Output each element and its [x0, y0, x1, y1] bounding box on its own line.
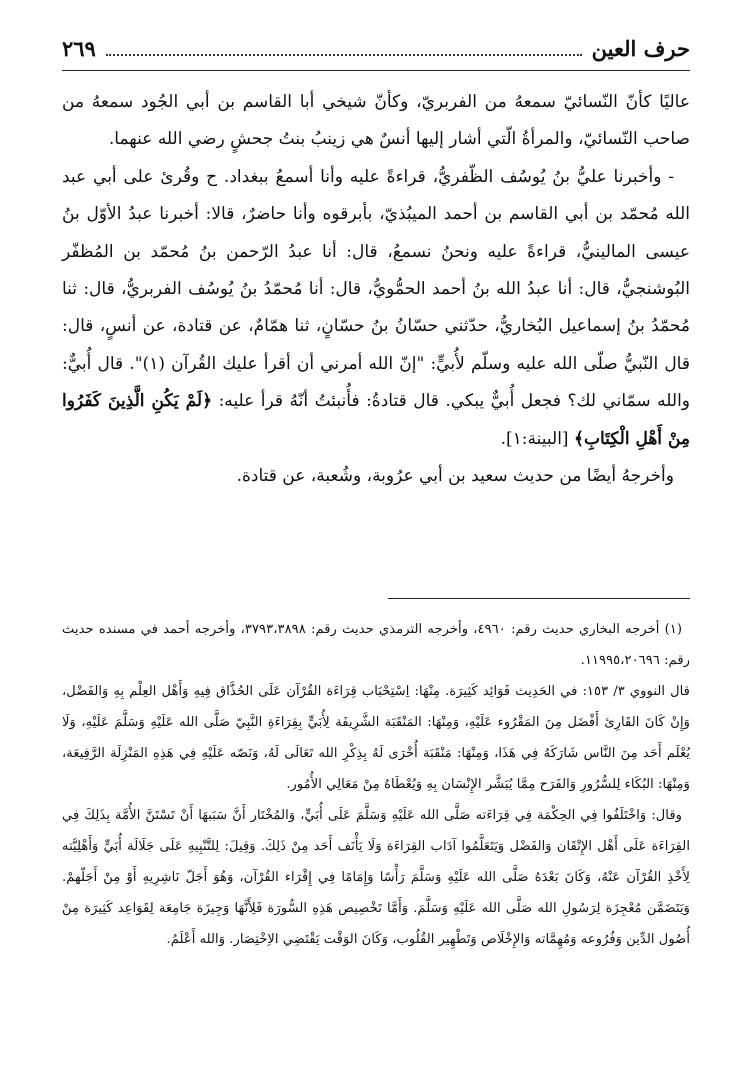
- paragraph-2: [62, 159, 690, 458]
- footnotes: [62, 614, 690, 955]
- nawawi-commentary-continued: وقال: وَاخْتَلَفُوا فِي الحِكْمَة فِي قِرَاءَته صَلَّى الله عَلَيْهِ وَسَلَّمَ عَلَى أُبَيٍّ، وَالمُخْتَار أَنَّ سَبَبهَا أَنْ تَسْتَنَّ الأُمَّة بِذَلِكَ فِي القِرَاءَة عَلَى أَهْل الإِتْقَان وَالفَضْل وَيَتَعَلَّمُوا آدَاب القِرَاءَة وَلَا يَأْنَف أَحَد مِنْ ذَلِكَ. وَقِيلَ: لِلتَّنْبِيهِ عَلَى جَلَالَة أُبَيٍّ وَأَهْلِيَّته لِأَخْذِ القُرْآن عَنْهُ، وَكَانَ بَعْدَهُ صَلَّى الله عَلَيْهِ وَسَلَّمَ رَأْسًا وَإِمَامًا فِي إِقْرَاء القُرْآن، وَهُوَ أَجَلّ نَاشِرِيهِ أَوْ مِنْ أَجَلّهمْ. وَيَتَضَمَّن مُعْجِزَة لِرَسُولِ الله صَلَّى الله عَلَيْهِ وَسَلَّمَ. وَأَمَّا تَخْصِيص هَذِهِ السُّورَة فَلِأَنَّهَا وَجِيزَة جَامِعَة لِقَوَاعِد كَثِيرَة مِنْ أُصُول الدِّين وَفُرُوعه وَمُهِمَّاته وَالإِخْلَاص وَتَطْهِير القُلُوب، وَكَانَ الوَقْت يَقْتَضِي الاِخْتِصَار. وَالله أَعْلَمُ.: [62, 808, 690, 947]
- surah-reference: [البينة:١].: [500, 428, 569, 449]
- page-header: [62, 36, 690, 71]
- header-dot-leader: [106, 54, 582, 56]
- running-title: حرف العين: [591, 36, 690, 61]
- nawawi-commentary: قال النووي ٣/ ١٥٣: في الحَدِيث فَوَائِد كَثِيرَة. مِنْهَا: اِسْتِحْبَاب قِرَاءَة القُرْآن عَلَى الحُذَّاق فِيهِ وَأَهْل العِلْم بِهِ وَالفَضْل، وَإِنْ كَانَ القَارِئ أَفْضَل مِنَ المَقْرُوء عَلَيْهِ، وَمِنْهَا: المَنْقَبَة الشَّرِيفَة لِأُبَيٍّ بِقِرَاءَةِ النَّبِيّ صَلَّى الله عَلَيْهِ وَسَلَّمَ عَلَيْهِ، وَلَا يُعْلَم أَحَد مِنَ النَّاس شَارَكَهُ فِي هَذَا، وَمِنْهَا: مَنْقَبَة أُخْرَى لَهُ بِذِكْرِ الله تَعَالَى لَهُ، وَنَصّه عَلَيْهِ فِي هَذِهِ المَنْزِلَة الرَّفِيعَة، وَمِنْهَا: البُكَاء لِلسُّرُورِ وَالفَرَح مِمَّا يُبَشَّر الإِنْسَان بِهِ وَيُعْطَاهُ مِنْ مَعَالِي الأُمُور.: [62, 684, 690, 792]
- footnote-1: (١) أخرجه البخاري حديث رقم: ٤٩٦٠، وأخرجه الترمذي حديث رقم: ٣٧٩٣،٣٨٩٨، وأخرجه أحمد في مسنده حديث رقم: ١١٩٩٥،٢٠٦٩٦.: [62, 622, 690, 668]
- footnote-separator: [388, 598, 690, 599]
- main-text: [62, 84, 690, 495]
- paragraph-1: عاليًا كأنّ النّسائيّ سمعهُ من الفربريّ، وكأنّ شيخي أبا القاسم بن أبي الجُود سمعهُ من صاحب النّسائيّ، والمرأةُ الّتي أشار إليها أنسٌ هي زينبُ بنتُ جحشٍ رضي الله عنهما.: [62, 92, 690, 150]
- isnad-text: - وأخبرنا عليُّ بنُ يُوسُف الظّفريُّ، قراءةً عليه وأنا أسمعُ ببغداد. ح وقُرئ على أبي عبد الله مُحمّد بن أبي القاسم بن أحمد الميبُذيّ، بأبرقوه وأنا حاضرٌ، قالا: أخبرنا عبدُ الأوّل بنُ عيسى المالينيُّ، قراءةً عليه ونحنُ نسمعُ، قال: أنا عبدُ الرّحمن بنُ مُحمّد بن المُظفّر البُوشنجيُّ، قال: أنا عبدُ الله بنُ أحمد الحمُّويُّ، قال: أنا مُحمّدُ بنُ يُوسُف الفربريُّ، قال: ثنا مُحمّدُ بنُ إسماعيل البُخاريُّ، حدّثني حسّانُ بنُ حسّانٍ، ثنا همّامٌ، عن قتادة، عن أنسٍ، قال: قال النّبيُّ صلّى الله عليه وسلّم لأُبيٍّ: "إنّ الله أمرني أن أقرأ عليك القُرآن (١)". قال أُبيٌّ: والله سمّاني لك؟ فجعل أُبيٌّ يبكي. قال قتادةُ: فأُنبئتُ أنّهُ قرأ عليه:: [62, 166, 691, 412]
- paragraph-3: وأخرجهُ أيضًا من حديث سعيد بن أبي عرُوبة، وشُعبة، عن قتادة.: [236, 466, 674, 487]
- quran-quote: ﴿لَمْ يَكُنِ الَّذِينَ كَفَرُوا مِنْ أَهْلِ الْكِتَابِ﴾: [62, 391, 690, 449]
- page-number: ٢٦٩: [62, 36, 96, 61]
